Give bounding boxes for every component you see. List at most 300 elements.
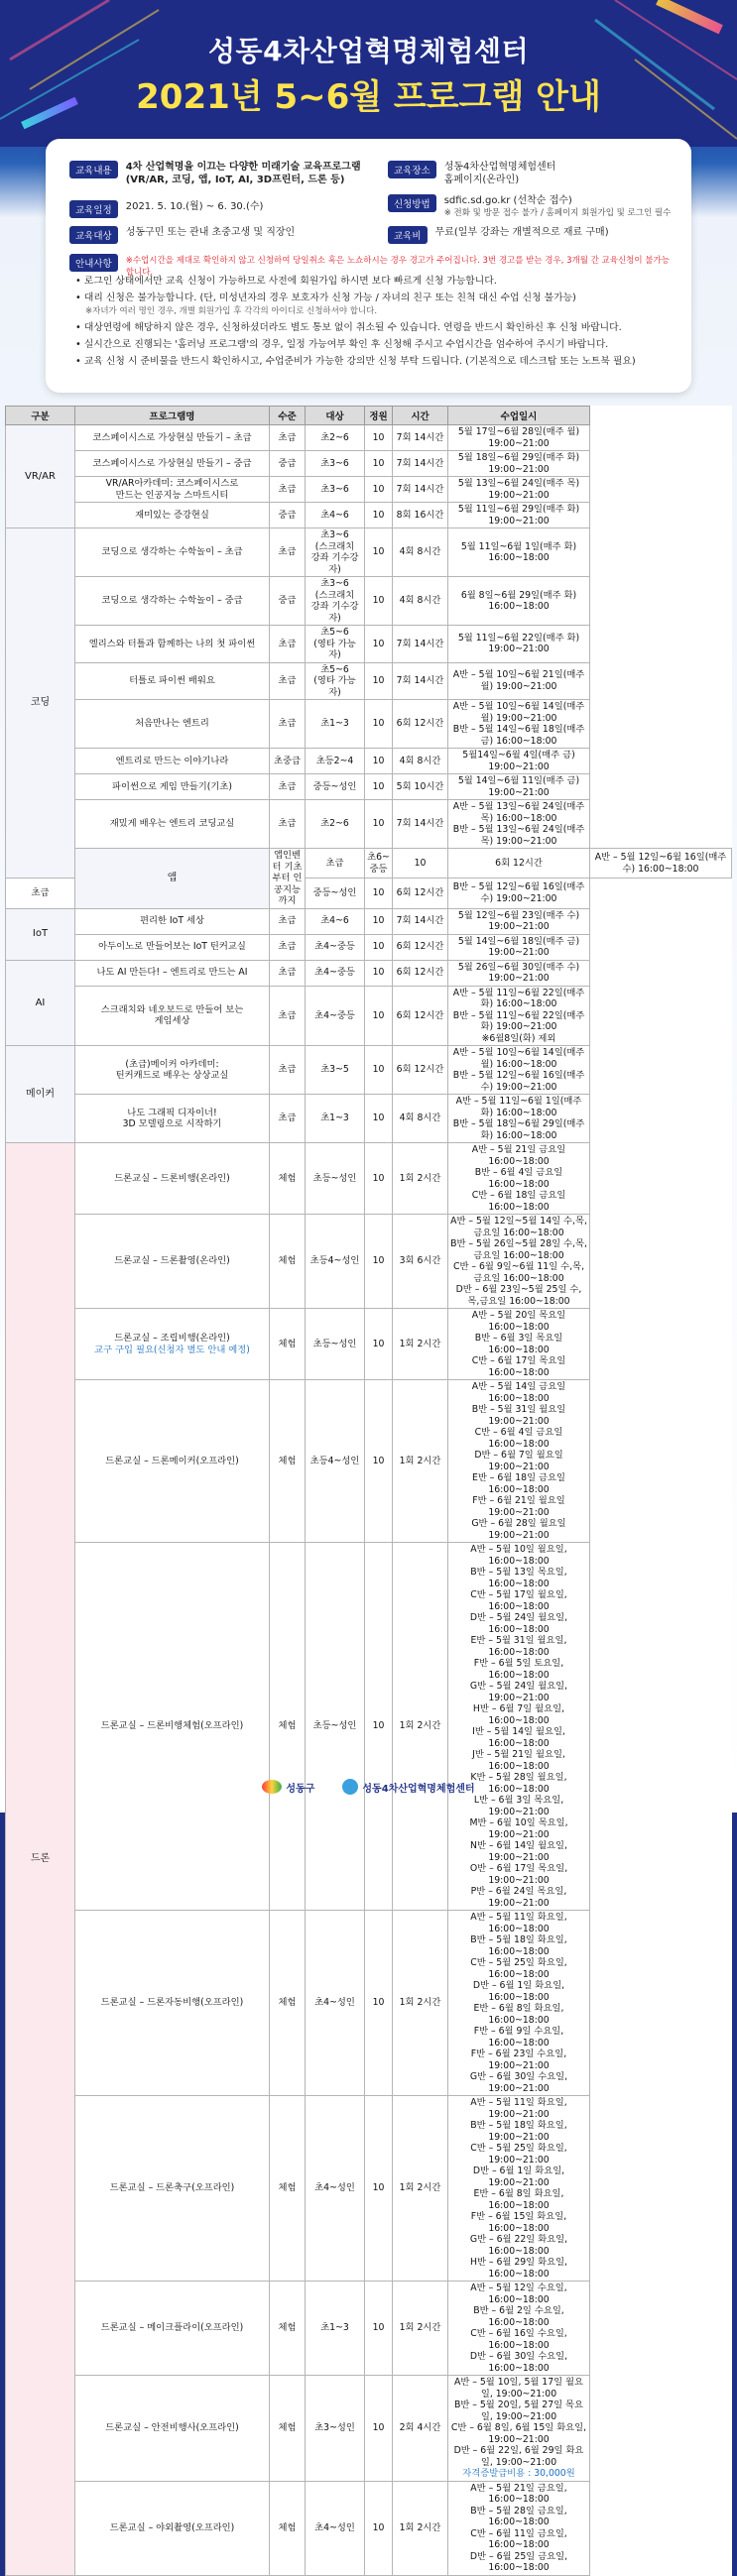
program-name-text: 드론교실 – 드론메이커(오프라인) bbox=[105, 1455, 239, 1466]
table-row bbox=[6, 934, 732, 960]
schedule-cell bbox=[448, 2282, 590, 2376]
program-name-text: 드론교실 – 조립비행(온라인) bbox=[114, 1333, 230, 1344]
table-header-row bbox=[6, 407, 732, 425]
program-name-text: 엔트리로 만드는 이야기나라 bbox=[115, 755, 229, 766]
target-cell: 초6~중등 bbox=[365, 849, 393, 878]
category-cell: 앱 bbox=[75, 849, 270, 909]
apply: sdfic.sd.go.kr (선착순 접수) bbox=[443, 195, 572, 206]
table-row bbox=[6, 749, 732, 774]
program-name bbox=[75, 2481, 270, 2575]
capacity-cell: 10 bbox=[365, 2282, 393, 2376]
time-cell: 1회 2시간 bbox=[393, 1309, 448, 1380]
table-row bbox=[6, 774, 732, 800]
table-row bbox=[6, 451, 732, 477]
table-row bbox=[6, 1543, 732, 1911]
target-cell: 초1~3 bbox=[306, 1095, 365, 1143]
program-name-text: 재밌게 배우는 엔트리 코딩교실 bbox=[109, 818, 235, 830]
notice-warning: ※수업시간을 제대로 확인하지 않고 신청하여 당일취소 혹은 노쇼하시는 경우 경고가 주어집니다. 3번 경고를 받는 경우, 3개월 간 교육신청이 불가능합니다. bbox=[125, 256, 670, 278]
time-cell: 1회 2시간 bbox=[393, 1380, 448, 1543]
program-name bbox=[75, 1143, 270, 1215]
target-cell: 초3~6 bbox=[306, 477, 365, 503]
program-name bbox=[75, 2376, 270, 2482]
program-name bbox=[75, 528, 270, 577]
notice-tag: 안내사항 bbox=[69, 254, 118, 272]
program-name bbox=[75, 503, 270, 528]
schedule-text: A반 – 5월 13일~6월 24일(매주 목) 16:00~18:00 B반 – 5월 13일~6월 24일(매주 목) 19:00~21:00 bbox=[452, 801, 585, 847]
program-name-text: 편리한 IoT 세상 bbox=[140, 915, 204, 927]
capacity-cell: 10 bbox=[365, 1309, 393, 1380]
level-cell: 체험 bbox=[270, 1911, 306, 2096]
time-cell: 6회 12시간 bbox=[393, 700, 448, 749]
target-cell: 초4~중등 bbox=[306, 934, 365, 960]
schedule-cell bbox=[448, 774, 590, 800]
program-name bbox=[75, 1046, 270, 1095]
category-cell: VR/AR bbox=[6, 425, 75, 528]
time-cell: 7회 14시간 bbox=[393, 626, 448, 663]
target-cell: 초1~3 bbox=[306, 2282, 365, 2376]
table-row bbox=[6, 960, 732, 986]
capacity-cell: 10 bbox=[365, 425, 393, 451]
time-cell: 7회 14시간 bbox=[393, 425, 448, 451]
apply-tag: 신청방법 bbox=[388, 194, 436, 212]
schedule-text: A반 – 5월 20일 목요일 16:00~18:00 B반 – 6월 3일 목요일 16:00~18:00 C반 – 6월 17일 목요일 16:00~18:00 bbox=[471, 1310, 566, 1378]
program-name-text: 드론교실 – 드론비행체험(오프라인) bbox=[100, 1720, 244, 1732]
level-cell: 초급 bbox=[270, 908, 306, 934]
edu-content-row bbox=[69, 161, 367, 186]
level-cell: 체험 bbox=[270, 2481, 306, 2575]
table-row bbox=[6, 2376, 732, 2482]
capacity-cell: 10 bbox=[365, 908, 393, 934]
edu-content-tag: 교육내용 bbox=[69, 161, 118, 178]
schedule-text: 5월 11일~6월 1일(매주 화) 16:00~18:00 bbox=[460, 540, 577, 563]
program-name bbox=[75, 960, 270, 986]
time-cell: 1회 2시간 bbox=[393, 2282, 448, 2376]
table-row bbox=[6, 1215, 732, 1309]
program-name bbox=[75, 477, 270, 503]
schedule-cell bbox=[448, 528, 590, 577]
schedule-text: A반 – 5월 21일 금요일, 16:00~18:00 B반 – 5월 28일 금요일, 16:00~18:00 C반 – 6월 11일 금요일, 16:00~18:00 D반 – 6월 25일 금요일, 16:00~18:00 bbox=[469, 2482, 568, 2573]
table-row bbox=[6, 1095, 732, 1143]
notice-bullet: • 실시간으로 진행되는 '홈러닝 프로그램'의 경우, 일정 가능여부 확인 후 신청해 주시고 수업시간을 엄수하여 주시기 바랍니다. bbox=[75, 339, 609, 350]
program-name bbox=[75, 577, 270, 626]
program-name bbox=[75, 1911, 270, 2096]
notice-bullets bbox=[75, 276, 680, 373]
schedule-cell bbox=[448, 1143, 590, 1215]
capacity-cell: 10 bbox=[365, 477, 393, 503]
target-cell: 초4~6 bbox=[306, 908, 365, 934]
page-title: 성동4차산업혁명체험센터 bbox=[207, 35, 529, 67]
capacity-cell: 10 bbox=[365, 1046, 393, 1095]
time-cell: 4회 8시간 bbox=[393, 577, 448, 626]
schedule-cell bbox=[448, 577, 590, 626]
program-name bbox=[75, 800, 270, 849]
category-cell: 드론 bbox=[6, 1143, 75, 2576]
table-row bbox=[6, 1143, 732, 1215]
program-name bbox=[75, 2096, 270, 2282]
target-cell: 초3~6 (스크래치 강좌 기수강자) bbox=[306, 528, 365, 577]
fee-row bbox=[388, 226, 685, 244]
page-subtitle: 2021년 5~6월 프로그램 안내 bbox=[136, 77, 601, 117]
program-name bbox=[75, 774, 270, 800]
schedule-cell bbox=[448, 477, 590, 503]
table-row bbox=[6, 1046, 732, 1095]
table-row bbox=[6, 503, 732, 528]
target-cell: 초등2~4 bbox=[306, 749, 365, 774]
program-name-text: 드론교실 – 드론비행(온라인) bbox=[114, 1172, 230, 1184]
table-row bbox=[6, 1911, 732, 2096]
place: 성동4차산업혁명체험센터 bbox=[443, 162, 556, 173]
target-cell: 초등~성인 bbox=[306, 1143, 365, 1215]
time-cell: 7회 14시간 bbox=[393, 477, 448, 503]
time-cell: 1회 2시간 bbox=[393, 1143, 448, 1215]
program-name bbox=[75, 1215, 270, 1309]
schedule-cell bbox=[448, 1911, 590, 2096]
target-cell: 초5~6 (영타 가능자) bbox=[306, 662, 365, 700]
target-cell: 중등~성인 bbox=[306, 774, 365, 800]
schedule-cell bbox=[448, 425, 590, 451]
schedule-cell bbox=[448, 662, 590, 700]
program-name-text: 드론교실 – 드론촬영(온라인) bbox=[114, 1255, 230, 1267]
program-name-text: 코스페이시스로 가상현실 만들기 – 초급 bbox=[92, 431, 252, 443]
program-name-text: 재미있는 증강현실 bbox=[135, 509, 209, 521]
table-row bbox=[6, 2096, 732, 2282]
schedule-cell bbox=[448, 800, 590, 849]
header-time: 시간 bbox=[393, 407, 448, 425]
target-cell: 초4~6 bbox=[306, 503, 365, 528]
program-name-text: 코스페이시스로 가상현실 만들기 – 중급 bbox=[92, 457, 252, 469]
schedule-cell bbox=[448, 626, 590, 663]
target-cell: 초3~성인 bbox=[306, 2376, 365, 2482]
schedule-text: 5월 18일~6월 29일(매주 화) 19:00~21:00 bbox=[457, 452, 580, 475]
capacity-cell: 10 bbox=[365, 749, 393, 774]
level-cell: 초급 bbox=[6, 878, 75, 908]
schedule-cell bbox=[448, 878, 590, 908]
program-name bbox=[75, 425, 270, 451]
target-cell: 초3~6 bbox=[306, 451, 365, 477]
level-cell: 초급 bbox=[270, 1095, 306, 1143]
program-name-text: 앱인벤터 기초부터 인공지능까지 bbox=[272, 850, 303, 906]
schedule-cell bbox=[448, 934, 590, 960]
time-cell: 6회 12시간 bbox=[393, 878, 448, 908]
program-name bbox=[75, 1543, 270, 1911]
time-cell: 1회 2시간 bbox=[393, 1543, 448, 1911]
schedule-cell bbox=[448, 503, 590, 528]
program-name bbox=[75, 1380, 270, 1543]
program-name-text: 나도 AI 만든다! – 엔트리로 만드는 AI bbox=[96, 967, 248, 979]
schedule-cell bbox=[448, 749, 590, 774]
program-name-text: 코딩으로 생각하는 수학놀이 – 중급 bbox=[101, 595, 243, 607]
program-name-text: 드론교실 – 야외촬영(오프라인) bbox=[109, 2521, 235, 2533]
table-row bbox=[6, 477, 732, 503]
time-cell: 7회 14시간 bbox=[393, 908, 448, 934]
program-name-text: 엘리스와 터틀과 함께하는 나의 첫 파이썬 bbox=[88, 638, 256, 649]
apply-row bbox=[388, 194, 685, 220]
level-cell: 초급 bbox=[270, 934, 306, 960]
time-cell: 2회 4시간 bbox=[393, 2376, 448, 2482]
schedule-text: A반 – 5월 21일 금요일 16:00~18:00 B반 – 6월 4일 금요일 16:00~18:00 C반 – 6월 18일 금요일 16:00~18:00 bbox=[471, 1144, 566, 1213]
schedule-text: A반 – 5월 11일~6월 1일(매주 화) 16:00~18:00 B반 – 5월 18일~6월 29일(매주 화) 16:00~18:00 bbox=[452, 1096, 585, 1141]
info-panel bbox=[46, 139, 691, 393]
program-name-text: 드론교실 – 드론축구(오프라인) bbox=[109, 2182, 235, 2194]
level-cell: 초급 bbox=[270, 477, 306, 503]
schedule-text: A반 – 5월 12일 수요일, 16:00~18:00 B반 – 6월 2일 수요일, 16:00~18:00 C반 – 6월 16일 수요일, 16:00~18:00 D반 – 6월 30일 수요일, 16:00~18:00 bbox=[469, 2283, 568, 2374]
schedule-text: 5월 11일~6월 29일(매주 화) 19:00~21:00 bbox=[457, 504, 580, 527]
schedule-text: A반 – 5월 14일 금요일 16:00~18:00 B반 – 5월 31일 월요일 19:00~21:00 C반 – 6월 4일 금요일 16:00~18:00 D반 – 6월 7일 월요일 19:00~21:00 E반 – 6월 18일 금요일 16:00~18:00 F반 – 6월 21일 월요일 19:00~21:00 G반 – 6월 28일 월요일 19:00~21:00 bbox=[471, 1381, 566, 1541]
level-cell: 중급 bbox=[270, 577, 306, 626]
time-cell: 7회 14시간 bbox=[393, 451, 448, 477]
program-name-text: 드론교실 – 드론자동비행(오프라인) bbox=[100, 1997, 244, 2009]
schedule-cell bbox=[448, 1046, 590, 1095]
schedule-text: B반 – 5월 12일~6월 16일(매주 수) 19:00~21:00 bbox=[452, 881, 585, 904]
header-program: 프로그램명 bbox=[75, 407, 270, 425]
program-name bbox=[75, 1309, 270, 1380]
level-cell: 초급 bbox=[270, 528, 306, 577]
target-cell: 초4~중등 bbox=[306, 986, 365, 1046]
capacity-cell: 10 bbox=[393, 849, 448, 878]
capacity-cell: 10 bbox=[365, 2376, 393, 2482]
capacity-cell: 10 bbox=[365, 1380, 393, 1543]
level-cell: 초급 bbox=[270, 626, 306, 663]
capacity-cell: 10 bbox=[365, 1543, 393, 1911]
program-name-text: 처음만나는 엔트리 bbox=[135, 718, 209, 730]
target-cell: 초1~3 bbox=[306, 700, 365, 749]
program-name bbox=[75, 700, 270, 749]
table-row bbox=[6, 577, 732, 626]
time-cell: 1회 2시간 bbox=[393, 2481, 448, 2575]
schedule-row bbox=[69, 200, 367, 218]
notice-bullet-sub: ※자녀가 여러 명인 경우, 개별 회원가입 후 각각의 아이디로 신청하셔야 합니다. bbox=[85, 306, 378, 316]
target-cell: 초등4~성인 bbox=[306, 1380, 365, 1543]
program-name-text: 드론교실 – 메이크플라이(오프라인) bbox=[100, 2322, 244, 2334]
capacity-cell: 10 bbox=[365, 528, 393, 577]
time-cell: 1회 2시간 bbox=[393, 2096, 448, 2282]
capacity-cell: 10 bbox=[365, 934, 393, 960]
time-cell: 6회 12시간 bbox=[393, 1046, 448, 1095]
notice-bullet: • 대리 신청은 불가능합니다. (단, 미성년자의 경우 보호자가 신청 가능 / 자녀의 친구 또는 친척 대신 수업 신청 불가능) bbox=[75, 293, 576, 303]
target-cell: 초3~5 bbox=[306, 1046, 365, 1095]
program-name-text: (초급)메이커 아카데미: 틴커캐드로 배우는 상상교실 bbox=[115, 1058, 229, 1081]
header-category: 구분 bbox=[6, 407, 75, 425]
table-row bbox=[6, 849, 732, 878]
target-cell: 초등4~성인 bbox=[306, 1215, 365, 1309]
program-name bbox=[270, 849, 306, 909]
schedule-cell bbox=[448, 2481, 590, 2575]
table-row bbox=[6, 986, 732, 1046]
target-tag: 교육대상 bbox=[69, 226, 118, 244]
hero-banner bbox=[0, 0, 737, 147]
target-cell: 초등~성인 bbox=[306, 1309, 365, 1380]
schedule-cell bbox=[448, 1309, 590, 1380]
level-cell: 체험 bbox=[270, 1380, 306, 1543]
capacity-cell: 10 bbox=[365, 1911, 393, 2096]
capacity-cell: 10 bbox=[365, 662, 393, 700]
header-capacity: 정원 bbox=[365, 407, 393, 425]
program-name bbox=[75, 934, 270, 960]
schedule-text: A반 – 5월 10일~6월 14일(매주 월) 16:00~18:00 B반 – 5월 12일~6월 16일(매주 수) 19:00~21:00 bbox=[452, 1047, 585, 1093]
schedule-text: A반 – 5월 10일 월요일, 16:00~18:00 B반 – 5월 13일 목요일, 16:00~18:00 C반 – 5월 17일 월요일, 16:00~18:00 D반 – 5월 24일 월요일, 16:00~18:00 E반 – 5월 31일 월요일, 16:00~18:00 F반 – 6월 5일 토요일, 16:00~18:00 G반 – 5월 24일 월요일, 19:00~21:00 H반 – 6월 7일 월요일, 16:00~18:00 I반 – 5월 14일 월요일, 16:00~18:00 J반 – 5월 21일 월요일, 16:00~18:00 K반 – 5월 28일 월요일, 16:00~18:00 L반 – 6월 3일 목요일, 19:00~21:00 M반 – 6월 10일 목요일, 19:00~21:00 N반 – 6월 14일 월요일, 19:00~21:00 O반 – 6월 17일 목요일, 19:00~21:00 P반 – 6월 24일 목요일, 19:00~21:00 bbox=[469, 1544, 568, 1909]
center-logo bbox=[342, 1779, 474, 1795]
schedule-text: 5월 26일~6월 30일(매주 수) 19:00~21:00 bbox=[457, 961, 580, 984]
capacity-cell: 10 bbox=[365, 451, 393, 477]
fee: 무료(일부 강좌는 개별적으로 재료 구매) bbox=[434, 227, 609, 238]
target-cell: 초등~성인 bbox=[306, 1543, 365, 1911]
schedule-text: 6월 8일~6월 29일(매주 화) 16:00~18:00 bbox=[460, 589, 577, 612]
level-cell: 체험 bbox=[270, 1143, 306, 1215]
time-cell: 6회 12시간 bbox=[393, 986, 448, 1046]
level-cell: 초급 bbox=[270, 425, 306, 451]
schedule-text: A반 – 5월 11일 화요일, 16:00~18:00 B반 – 5월 18일 화요일, 16:00~18:00 C반 – 5월 25일 화요일, 16:00~18:00 D반 – 6월 1일 화요일, 16:00~18:00 E반 – 6월 8일 화요일, 16:00~18:00 F반 – 6월 9일 수요일, 16:00~18:00 F반 – 6월 23일 수요일, 19:00~21:00 G반 – 6월 30일 수요일, 19:00~21:00 bbox=[469, 1912, 568, 2094]
capacity-cell: 10 bbox=[365, 700, 393, 749]
program-table bbox=[5, 406, 732, 2576]
capacity-cell: 10 bbox=[365, 577, 393, 626]
target-cell: 초2~6 bbox=[306, 425, 365, 451]
schedule-cell bbox=[448, 1543, 590, 1911]
schedule-text: A반 – 5월 12일~6월 16일(매주 수) 16:00~18:00 bbox=[594, 852, 727, 875]
capacity-cell: 10 bbox=[365, 878, 393, 908]
time-cell: 7회 14시간 bbox=[393, 662, 448, 700]
level-cell: 체험 bbox=[270, 1215, 306, 1309]
edu-content-2: (VR/AR, 코딩, 앱, IoT, AI, 3D프린터, 드론 등) bbox=[125, 175, 345, 185]
schedule-cell bbox=[448, 908, 590, 934]
program-name-text: 파이썬으로 게임 만들기(기초) bbox=[112, 780, 232, 792]
program-name bbox=[75, 662, 270, 700]
schedule-text: A반 – 5월 10일, 5월 17일 월요일, 19:00~21:00 B반 – 5월 20일, 5월 27일 목요일, 19:00~21:00 C반 – 6월 8일, 6월 15일 화요일, 19:00~21:00 D반 – 6월 22일, 6월 29일 화요일, 19:00~21:00 bbox=[450, 2377, 587, 2468]
level-cell: 초급 bbox=[270, 800, 306, 849]
schedule-text: 5월 14일~6월 18일(매주 금) 19:00~21:00 bbox=[457, 935, 580, 958]
program-name-text: 스크래치와 네오보드로 만들어 보는 게임세상 bbox=[100, 1003, 244, 1027]
schedule-text: A반 – 5월 11일 화요일, 19:00~21:00 B반 – 5월 18일 화요일, 19:00~21:00 C반 – 5월 25일 화요일, 19:00~21:00 D반 – 6월 1일 화요일, 19:00~21:00 E반 – 6월 8일 화요일, 16:00~18:00 F반 – 6월 15일 화요일, 16:00~18:00 G반 – 6월 22일 화요일, 16:00~18:00 H반 – 6월 29일 화요일, 16:00~18:00 bbox=[469, 2097, 568, 2280]
schedule-cell bbox=[448, 2096, 590, 2282]
capacity-cell: 10 bbox=[365, 986, 393, 1046]
time-cell: 4회 8시간 bbox=[393, 1095, 448, 1143]
time-cell: 3회 6시간 bbox=[393, 1215, 448, 1309]
table-row bbox=[6, 425, 732, 451]
capacity-cell: 10 bbox=[365, 503, 393, 528]
time-cell: 8회 16시간 bbox=[393, 503, 448, 528]
schedule-text: A반 – 5월 11일~6월 22일(매주 화) 16:00~18:00 B반 – 5월 11일~6월 22일(매주 화) 19:00~21:00 ※6월8일(화) 제외 bbox=[452, 987, 585, 1044]
capacity-cell: 10 bbox=[365, 1143, 393, 1215]
place-2: 홈페이지(온라인) bbox=[443, 175, 520, 185]
target-row bbox=[69, 226, 367, 244]
schedule-text: 5월 17일~6월 28일(매주 월) 19:00~21:00 bbox=[457, 426, 580, 449]
capacity-cell: 10 bbox=[365, 1215, 393, 1309]
level-cell: 체험 bbox=[270, 2282, 306, 2376]
schedule-text: A반 – 5월 10일~6월 14일(매주 월) 19:00~21:00 B반 – 5월 14일~6월 18일(매주 금) 16:00~18:00 bbox=[452, 701, 585, 747]
center-logo-icon bbox=[342, 1779, 358, 1795]
schedule-note: 자격증발급비용 : 30,000원 bbox=[462, 2468, 575, 2479]
schedule-text: 5월 12일~6월 23일(매주 수) 19:00~21:00 bbox=[457, 909, 580, 932]
program-name bbox=[75, 908, 270, 934]
level-cell: 체험 bbox=[270, 1543, 306, 1911]
schedule-text: 5월14일~6월 4일(매주 금) 19:00~21:00 bbox=[462, 750, 575, 772]
seongdong-logo-text: 성동구 bbox=[286, 1783, 315, 1795]
header-level: 수준 bbox=[270, 407, 306, 425]
header-schedule: 수업일시 bbox=[448, 407, 590, 425]
capacity-cell: 10 bbox=[365, 626, 393, 663]
level-cell: 초급 bbox=[306, 849, 365, 878]
table-row bbox=[6, 1309, 732, 1380]
program-name-text: 드론교실 – 안전비행사(오프라인) bbox=[105, 2422, 239, 2433]
program-name bbox=[75, 986, 270, 1046]
table-row bbox=[6, 2282, 732, 2376]
capacity-cell: 10 bbox=[365, 774, 393, 800]
time-cell: 6회 12시간 bbox=[448, 849, 590, 878]
table-body bbox=[6, 425, 732, 2576]
level-cell: 체험 bbox=[270, 2376, 306, 2482]
time-cell: 7회 14시간 bbox=[393, 800, 448, 849]
table-row bbox=[6, 700, 732, 749]
target-cell: 초4~성인 bbox=[306, 2096, 365, 2282]
table-row bbox=[6, 528, 732, 577]
capacity-cell: 10 bbox=[365, 2481, 393, 2575]
level-cell: 초중급 bbox=[270, 749, 306, 774]
target-cell: 중등~성인 bbox=[306, 878, 365, 908]
schedule-text: A반 – 5월 10일~6월 21일(매주 월) 19:00~21:00 bbox=[452, 669, 585, 692]
schedule-cell bbox=[448, 451, 590, 477]
schedule-cell bbox=[448, 1380, 590, 1543]
time-cell: 6회 12시간 bbox=[393, 960, 448, 986]
capacity-cell: 10 bbox=[365, 2096, 393, 2282]
level-cell: 초급 bbox=[270, 960, 306, 986]
target-cell: 초4~성인 bbox=[306, 1911, 365, 2096]
target: 성동구민 또는 관내 초중고생 및 직장인 bbox=[125, 227, 296, 238]
schedule-cell bbox=[448, 700, 590, 749]
schedule-cell bbox=[448, 2376, 590, 2482]
table-row bbox=[6, 662, 732, 700]
fee-tag: 교육비 bbox=[388, 226, 428, 244]
apply-note: ※ 전화 및 방문 접수 불가 / 홈페이지 회원가입 및 로그인 필수 bbox=[443, 208, 672, 218]
place-tag: 교육장소 bbox=[388, 161, 436, 178]
footer-logos bbox=[0, 1761, 737, 1813]
category-cell: 코딩 bbox=[6, 528, 75, 878]
notice-row bbox=[69, 254, 675, 278]
target-cell: 초2~6 bbox=[306, 800, 365, 849]
target-cell: 초5~6 (영타 가능자) bbox=[306, 626, 365, 663]
target-cell: 초4~중등 bbox=[306, 960, 365, 986]
seongdong-logo bbox=[262, 1780, 314, 1795]
edu-content: 4차 산업혁명을 이끄는 다양한 미래기술 교육프로그램 bbox=[125, 162, 361, 173]
header-target: 대상 bbox=[306, 407, 365, 425]
level-cell: 초급 bbox=[270, 774, 306, 800]
capacity-cell: 10 bbox=[365, 800, 393, 849]
schedule-text: 5월 11일~6월 22일(매주 화) 19:00~21:00 bbox=[457, 632, 580, 655]
schedule-text: 5월 14일~6월 11일(매주 금) 19:00~21:00 bbox=[457, 775, 580, 798]
program-name-text: 코딩으로 생각하는 수학놀이 – 초급 bbox=[101, 546, 243, 558]
table-row bbox=[6, 2481, 732, 2575]
time-cell: 5회 10시간 bbox=[393, 774, 448, 800]
level-cell: 중급 bbox=[270, 503, 306, 528]
capacity-cell: 10 bbox=[365, 960, 393, 986]
category-cell: AI bbox=[6, 960, 75, 1046]
program-note: 교구 구입 필요(신청자 별도 안내 예정) bbox=[94, 1344, 250, 1355]
table-row bbox=[6, 908, 732, 934]
time-cell: 6회 12시간 bbox=[393, 934, 448, 960]
schedule-cell bbox=[448, 960, 590, 986]
time-cell: 4회 8시간 bbox=[393, 749, 448, 774]
capacity-cell: 10 bbox=[365, 1095, 393, 1143]
notice-bullet: • 로그인 상태에서만 교육 신청이 가능하므로 사전에 회원가입 하시면 보다 빠르게 신청 가능합니다. bbox=[75, 276, 497, 287]
schedule-cell bbox=[590, 849, 732, 878]
time-cell: 1회 2시간 bbox=[393, 1911, 448, 2096]
level-cell: 초급 bbox=[270, 700, 306, 749]
program-name bbox=[75, 2282, 270, 2376]
program-name bbox=[75, 451, 270, 477]
place-row bbox=[388, 161, 676, 186]
schedule: 2021. 5. 10.(월) ~ 6. 30.(수) bbox=[125, 201, 264, 212]
table-row bbox=[6, 626, 732, 663]
program-name bbox=[75, 749, 270, 774]
schedule-text: A반 – 5월 12일~5월 14일 수,목,금요일 16:00~18:00 B반 – 5월 26일~5월 28일 수,목,금요일 16:00~18:00 C반 – 6월 9일~6월 11일 수,목,금요일 16:00~18:00 D반 – 6월 23일~5월 25일 수,목,금요일 16:00~18:00 bbox=[450, 1216, 587, 1307]
